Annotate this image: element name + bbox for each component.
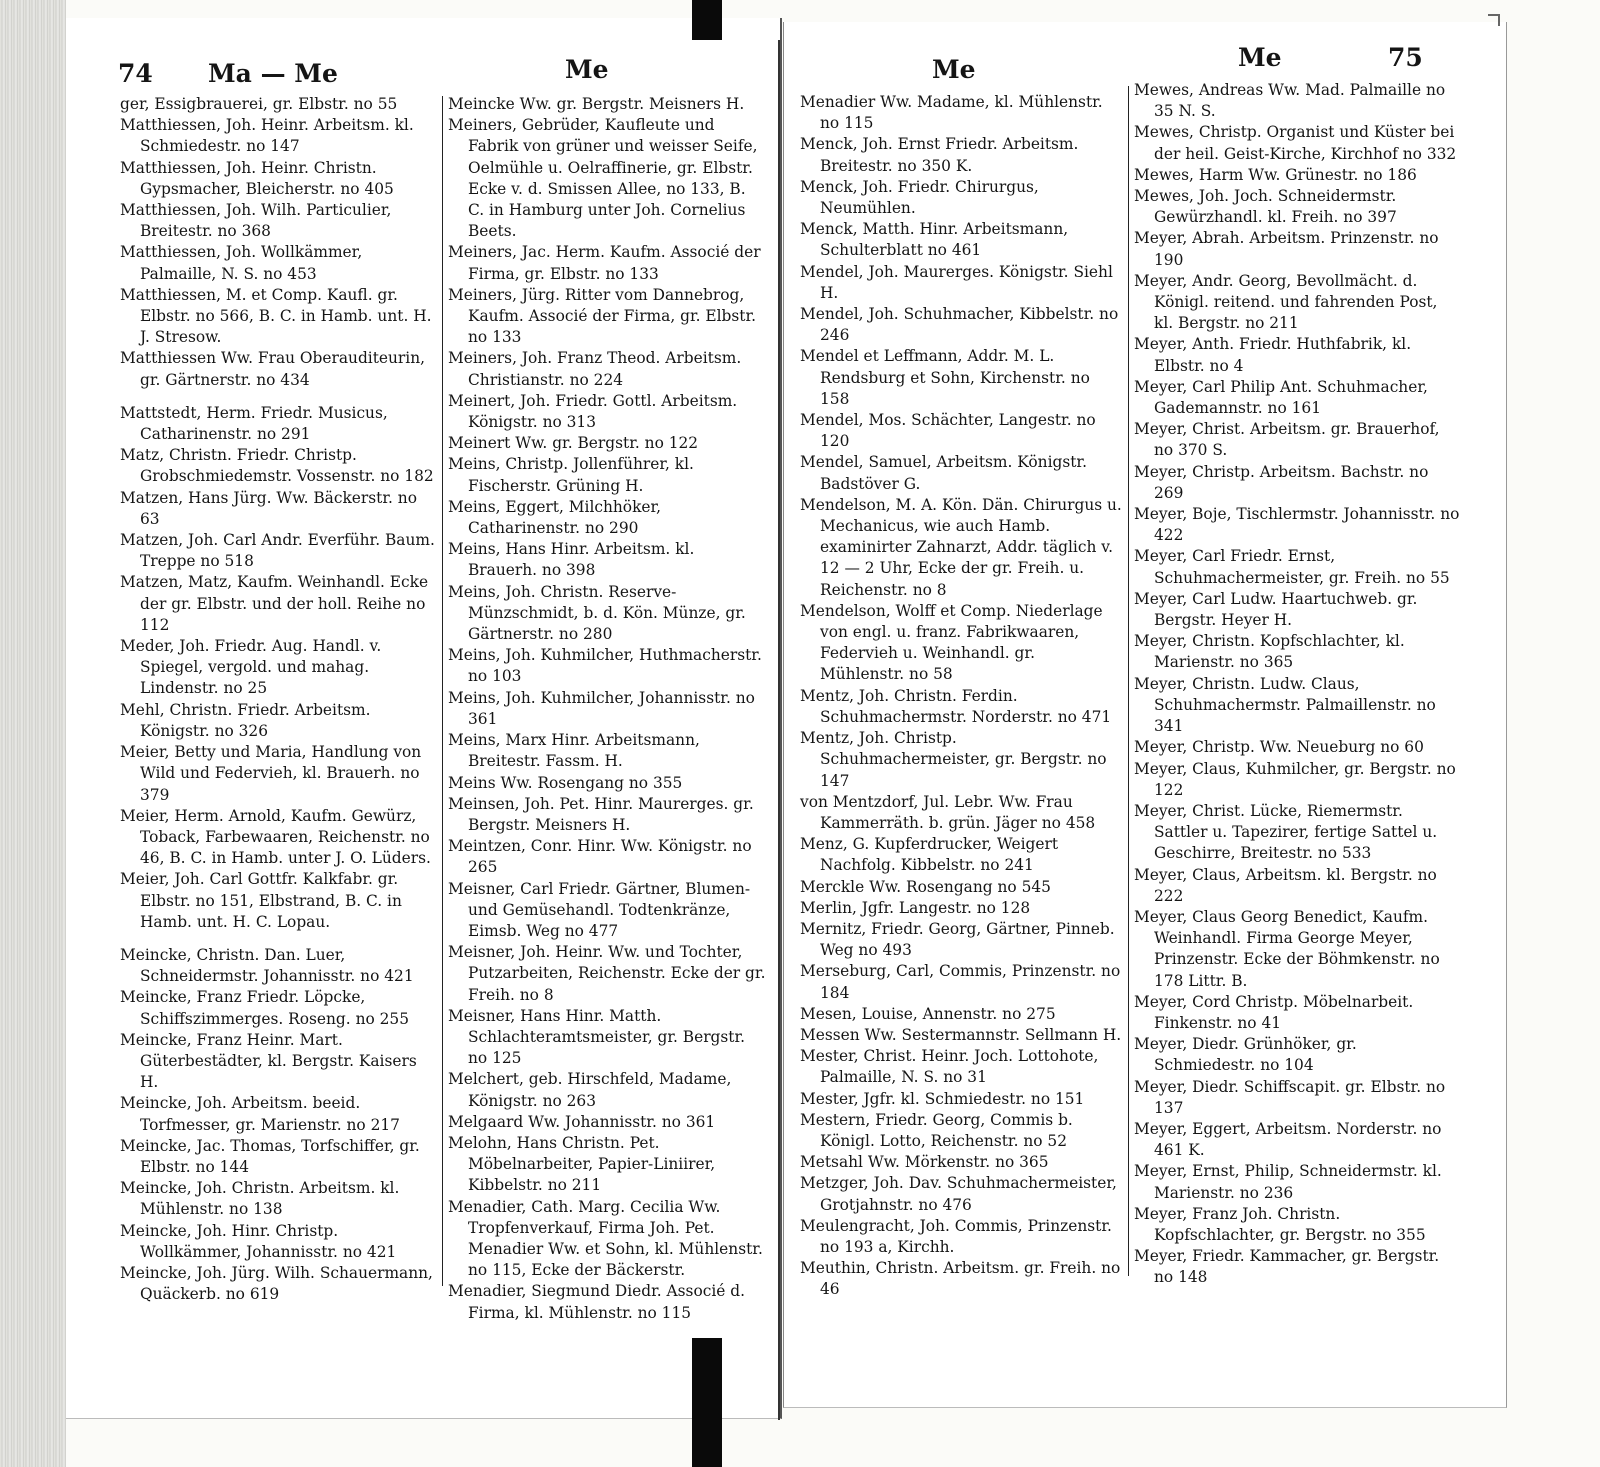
column-rule xyxy=(1128,86,1129,1276)
directory-entry: Meyer, Boje, Tischlermstr. Johannisstr. no 422 xyxy=(1134,505,1460,545)
directory-entry: Meisner, Joh. Heinr. Ww. und Tochter, Putzarbeiten, Reichenstr. Ecke der gr. Freih. no 8 xyxy=(448,943,766,1004)
directory-entry: Merckle Ww. Rosengang no 545 xyxy=(800,877,1051,896)
directory-entry: Meintzen, Conr. Hinr. Ww. Königstr. no 265 xyxy=(448,837,752,877)
directory-entry: Meinert, Joh. Friedr. Gottl. Arbeitsm. Königstr. no 313 xyxy=(448,391,738,432)
directory-entry: Merlin, Jgfr. Langestr. no 128 xyxy=(800,898,1031,917)
directory-entry: Mentz, Joh. Christn. Ferdin. Schuhmachermstr. Norderstr. no 471 xyxy=(800,686,1112,726)
directory-entry: Meuthin, Christn. Arbeitsm. gr. Freih. no 46 xyxy=(800,1259,1121,1299)
directory-entry: Mester, Christ. Heinr. Joch. Lottohote, Palmaille, N. S. no 31 xyxy=(800,1047,1099,1087)
directory-entry: Meyer, Cord Christp. Möbelnarbeit. Finkenstr. no 41 xyxy=(1134,992,1414,1032)
directory-entry: Mendel et Leffmann, Addr. M. L. Rendsburg et Sohn, Kirchenstr. no 158 xyxy=(800,347,1090,408)
directory-entry: Meyer, Christn. Ludw. Claus, Schuhmachermstr. Palmaillenstr. no 341 xyxy=(1134,674,1436,736)
directory-entry: Meiners, Jac. Herm. Kaufm. Associé der Firma, gr. Elbstr. no 133 xyxy=(448,243,761,283)
directory-entry: Meyer, Christp. Arbeitsm. Bachstr. no 269 xyxy=(1134,462,1429,502)
directory-entry: Mendel, Mos. Schächter, Langestr. no 120 xyxy=(800,411,1096,451)
directory-entry: ger, Essigbrauerei, gr. Elbstr. no 55 xyxy=(120,95,398,113)
directory-entry: Meincke, Christn. Dan. Luer, Schneidermstr. Johannisstr. no 421 xyxy=(120,945,414,986)
directory-entry: Matz, Christn. Friedr. Christp. Grobschmiedemstr. Vossenstr. no 182 xyxy=(120,446,434,486)
directory-entry: Mewes, Andreas Ww. Mad. Palmaille no 35 N. S. xyxy=(1134,81,1446,121)
directory-entry: Meyer, Friedr. Kammacher, gr. Bergstr. no 148 xyxy=(1134,1247,1440,1287)
directory-entry: Meyer, Diedr. Schiffscapit. gr. Elbstr. no 137 xyxy=(1134,1077,1446,1117)
directory-entry: Meyer, Christ. Lücke, Riemermstr. Sattler u. Tapezirer, fertige Sattel u. Geschirre, Breitestr. no 533 xyxy=(1134,801,1438,863)
directory-entry: Melgaard Ww. Johannisstr. no 361 xyxy=(448,1112,716,1131)
directory-entry: Meyer, Claus Georg Benedict, Kaufm. Weinhandl. Firma George Meyer, Prinzenstr. Ecke der Böhmkenstr. no 178 Littr. B. xyxy=(1134,907,1440,990)
directory-entry: Mehl, Christn. Friedr. Arbeitsm. Königstr. no 326 xyxy=(120,700,371,740)
directory-entry: Mattstedt, Herm. Friedr. Musicus, Catharinenstr. no 291 xyxy=(120,403,388,444)
directory-entry: Matthiessen, Joh. Wollkämmer, Palmaille, N. S. no 453 xyxy=(120,243,363,283)
spine-fold xyxy=(778,40,780,1420)
directory-entry: Meincke, Franz Friedr. Löpcke, Schiffszimmerges. Roseng. no 255 xyxy=(120,988,410,1028)
page-number-left: 74 xyxy=(118,59,153,88)
running-head-left: Ma — Me xyxy=(208,59,338,88)
directory-entry: Meier, Betty und Maria, Handlung von Wild und Federvieh, kl. Brauerh. no 379 xyxy=(120,743,422,804)
directory-entry: von Mentzdorf, Jul. Lebr. Ww. Frau Kammerräth. b. grün. Jäger no 458 xyxy=(800,792,1096,832)
directory-entry: Meyer, Claus, Kuhmilcher, gr. Bergstr. no 122 xyxy=(1134,759,1456,799)
directory-entry: Melchert, geb. Hirschfeld, Madame, Königstr. no 263 xyxy=(448,1070,732,1110)
directory-entry: Matthiessen, Joh. Wilh. Particulier, Breitestr. no 368 xyxy=(120,201,392,241)
directory-entry: Meulengracht, Joh. Commis, Prinzenstr. no 193 a, Kirchh. xyxy=(800,1216,1112,1256)
directory-entry: Matthiessen, Joh. Heinr. Arbeitsm. kl. Schmiedestr. no 147 xyxy=(120,116,414,156)
directory-entry: Meins, Eggert, Milchhöker, Catharinenstr. no 290 xyxy=(448,497,662,538)
book-binding-edge xyxy=(0,0,66,1467)
directory-entry: Meincke, Joh. Arbeitsm. beeid. Torfmesser, gr. Marienstr. no 217 xyxy=(120,1094,400,1134)
directory-entry: Meincke, Franz Heinr. Mart. Güterbestädter, kl. Bergstr. Kaisers H. xyxy=(120,1030,417,1092)
directory-entry: Menadier, Siegmund Diedr. Associé d. Firma, kl. Mühlenstr. no 115 xyxy=(448,1282,746,1322)
column-rule xyxy=(442,96,443,1286)
right-page-column-1 xyxy=(800,92,1122,1301)
directory-entry: Meder, Joh. Friedr. Aug. Handl. v. Spiegel, vergold. und mahag. Lindenstr. no 25 xyxy=(120,637,382,698)
page-number-right: 75 xyxy=(1388,43,1423,72)
directory-entry: Matthiessen, M. et Comp. Kaufl. gr. Elbstr. no 566, B. C. in Hamb. unt. H. J. Stresow. xyxy=(120,285,432,347)
directory-entry: Meyer, Ernst, Philip, Schneidermstr. kl. Marienstr. no 236 xyxy=(1134,1162,1442,1202)
directory-entry: Mendelson, M. A. Kön. Dän. Chirurgus u. Mechanicus, wie auch Hamb. examinirter Zahnarzt, Addr. täglich v. 12 — 2 Uhr, Ecke der gr. Freih. u. Reichenstr. no 8 xyxy=(800,495,1122,599)
crop-mark-icon xyxy=(1488,14,1500,26)
directory-entry: Meisner, Hans Hinr. Matth. Schlachteramtsmeister, gr. Bergstr. no 125 xyxy=(448,1006,746,1068)
directory-entry: Meincke, Jac. Thomas, Torfschiffer, gr. Elbstr. no 144 xyxy=(120,1136,420,1176)
left-page-column-2 xyxy=(448,94,766,1324)
directory-entry: Metzger, Joh. Dav. Schuhmachermeister, Grotjahnstr. no 476 xyxy=(800,1174,1117,1214)
directory-entry: Meyer, Claus, Arbeitsm. kl. Bergstr. no 222 xyxy=(1134,865,1437,905)
directory-entry: Messen Ww. Sestermannstr. Sellmann H. xyxy=(800,1025,1122,1044)
directory-entry: Menck, Matth. Hinr. Arbeitsmann, Schulterblatt no 461 xyxy=(800,220,1069,260)
spine-band-bottom xyxy=(692,1338,722,1467)
directory-entry: Meyer, Andr. Georg, Bevollmächt. d. Königl. reitend. und fahrenden Post, kl. Bergstr. no 211 xyxy=(1134,271,1438,333)
directory-entry: Meier, Herm. Arnold, Kaufm. Gewürz, Toback, Farbewaaren, Reichenstr. no 46, B. C. in Hamb. unter J. O. Lüders. xyxy=(120,806,431,868)
directory-entry: Meinert Ww. gr. Bergstr. no 122 xyxy=(448,434,699,453)
directory-entry: Matzen, Joh. Carl Andr. Everführ. Baum. Treppe no 518 xyxy=(120,531,435,571)
directory-entry: Mentz, Joh. Christp. Schuhmachermeister, gr. Bergstr. no 147 xyxy=(800,729,1107,790)
directory-entry: Meins, Joh. Kuhmilcher, Johannisstr. no 361 xyxy=(448,688,755,728)
directory-entry: Meyer, Carl Friedr. Ernst, Schuhmachermeister, gr. Freih. no 55 xyxy=(1134,547,1450,587)
directory-entry: Meyer, Franz Joh. Christn. Kopfschlachter, gr. Bergstr. no 355 xyxy=(1134,1204,1426,1244)
left-page-column-1 xyxy=(120,94,438,1305)
directory-entry: Meins, Marx Hinr. Arbeitsmann, Breitestr. Fassm. H. xyxy=(448,731,700,771)
directory-entry: Meyer, Anth. Friedr. Huthfabrik, kl. Elbstr. no 4 xyxy=(1134,335,1412,375)
directory-entry: Meincke, Joh. Jürg. Wilh. Schauermann, Quäckerb. no 619 xyxy=(120,1263,433,1304)
directory-entry: Meincke, Joh. Christn. Arbeitsm. kl. Mühlenstr. no 138 xyxy=(120,1179,400,1219)
directory-entry: Meyer, Christp. Ww. Neueburg no 60 xyxy=(1134,738,1424,757)
directory-entry: Mestern, Friedr. Georg, Commis b. Königl. Lotto, Reichenstr. no 52 xyxy=(800,1110,1073,1150)
directory-entry: Merseburg, Carl, Commis, Prinzenstr. no 184 xyxy=(800,962,1121,1002)
directory-entry: Mewes, Joh. Joch. Schneidermstr. Gewürzhandl. kl. Freih. no 397 xyxy=(1134,187,1397,227)
directory-entry: Menz, G. Kupferdrucker, Weigert Nachfolg. Kibbelstr. no 241 xyxy=(800,835,1059,875)
directory-entry: Mendelson, Wolff et Comp. Niederlage von engl. u. franz. Fabrikwaaren, Federvieh u. Weinhandl. gr. Mühlenstr. no 58 xyxy=(800,601,1103,684)
directory-entry: Meinsen, Joh. Pet. Hinr. Maurerges. gr. Bergstr. Meisners H. xyxy=(448,794,754,834)
directory-entry: Meiners, Joh. Franz Theod. Arbeitsm. Christianstr. no 224 xyxy=(448,349,742,389)
directory-entry: Mendel, Joh. Schuhmacher, Kibbelstr. no 246 xyxy=(800,305,1119,345)
directory-entry: Menck, Joh. Friedr. Chirurgus, Neumühlen. xyxy=(800,177,1039,218)
directory-entry: Meyer, Eggert, Arbeitsm. Norderstr. no 461 K. xyxy=(1134,1119,1442,1160)
directory-entry: Menadier, Cath. Marg. Cecilia Ww. Tropfenverkauf, Firma Joh. Pet. Menadier Ww. et Sohn, kl. Mühlenstr. no 115, Ecke der Bäckerstr. xyxy=(448,1197,763,1280)
directory-entry: Meins, Joh. Christn. Reserve-Münzschmidt, b. d. Kön. Münze, gr. Gärtnerstr. no 280 xyxy=(448,582,746,644)
directory-entry: Meins Ww. Rosengang no 355 xyxy=(448,773,683,792)
directory-entry: Meincke Ww. gr. Bergstr. Meisners H. xyxy=(448,95,745,113)
directory-entry: Mewes, Harm Ww. Grünestr. no 186 xyxy=(1134,165,1417,184)
directory-entry: Meier, Joh. Carl Gottfr. Kalkfabr. gr. Elbstr. no 151, Elbstrand, B. C. in Hamb. unt. H. C. Lopau. xyxy=(120,870,402,931)
directory-entry: Menck, Joh. Ernst Friedr. Arbeitsm. Breitestr. no 350 K. xyxy=(800,135,1079,175)
directory-entry: Meiners, Jürg. Ritter vom Dannebrog, Kaufm. Associé der Firma, gr. Elbstr. no 133 xyxy=(448,285,757,347)
right-page-column-2 xyxy=(1134,80,1460,1289)
directory-entry: Matzen, Matz, Kaufm. Weinhandl. Ecke der gr. Elbstr. und der holl. Reihe no 112 xyxy=(120,573,429,634)
running-head-left-col2: Me xyxy=(565,55,609,84)
directory-entry: Meyer, Christ. Arbeitsm. gr. Brauerhof, no 370 S. xyxy=(1134,420,1440,460)
directory-entry: Mendel, Joh. Maurerges. Königstr. Siehl H. xyxy=(800,262,1113,302)
directory-entry: Meyer, Carl Philip Ant. Schuhmacher, Gademannstr. no 161 xyxy=(1134,377,1428,418)
directory-entry: Meiners, Gebrüder, Kaufleute und Fabrik von grüner und weisser Seife, Oelmühle u. Oelraffinerie, gr. Elbstr. Ecke v. d. Smissen Allee, no 133, B. C. in Hamburg unter Joh. Cornelius Beets. xyxy=(448,116,758,241)
directory-entry: Mester, Jgfr. kl. Schmiedestr. no 151 xyxy=(800,1089,1085,1108)
directory-entry: Meins, Christp. Jollenführer, kl. Fischerstr. Grüning H. xyxy=(448,455,694,495)
directory-entry: Mewes, Christp. Organist und Küster bei der heil. Geist-Kirche, Kirchhof no 332 xyxy=(1134,123,1457,163)
directory-entry: Meyer, Christn. Kopfschlachter, kl. Marienstr. no 365 xyxy=(1134,632,1405,672)
directory-entry: Meyer, Diedr. Grünhöker, gr. Schmiedestr. no 104 xyxy=(1134,1035,1357,1075)
directory-entry: Meins, Hans Hinr. Arbeitsm. kl. Brauerh. no 398 xyxy=(448,540,695,580)
directory-entry: Matthiessen Ww. Frau Oberauditeurin, gr. Gärtnerstr. no 434 xyxy=(120,349,426,389)
directory-entry: Matzen, Hans Jürg. Ww. Bäckerstr. no 63 xyxy=(120,488,417,528)
spine-band-top xyxy=(692,0,722,40)
directory-entry: Matthiessen, Joh. Heinr. Christn. Gypsmacher, Bleicherstr. no 405 xyxy=(120,158,394,198)
directory-entry: Mendel, Samuel, Arbeitsm. Königstr. Badstöver G. xyxy=(800,453,1087,493)
directory-entry: Menadier Ww. Madame, kl. Mühlenstr. no 115 xyxy=(800,93,1103,133)
directory-entry: Meisner, Carl Friedr. Gärtner, Blumen- und Gemüsehandl. Todtenkränze, Eimsb. Weg no 477 xyxy=(448,879,751,940)
directory-entry: Meyer, Carl Ludw. Haartuchweb. gr. Bergstr. Heyer H. xyxy=(1134,589,1418,630)
directory-entry: Mesen, Louise, Annenstr. no 275 xyxy=(800,1004,1056,1023)
directory-entry: Meins, Joh. Kuhmilcher, Huthmacherstr. no 103 xyxy=(448,646,762,686)
directory-entry: Melohn, Hans Christn. Pet. Möbelnarbeiter, Papier-Liniirer, Kibbelstr. no 211 xyxy=(448,1133,716,1195)
running-head-right-col1: Me xyxy=(932,55,976,84)
directory-entry: Meyer, Abrah. Arbeitsm. Prinzenstr. no 190 xyxy=(1134,229,1439,269)
running-head-right: Me xyxy=(1238,43,1282,72)
directory-entry: Meincke, Joh. Hinr. Christp. Wollkämmer, Johannisstr. no 421 xyxy=(120,1221,397,1261)
directory-entry: Metsahl Ww. Mörkenstr. no 365 xyxy=(800,1153,1049,1172)
directory-entry: Mernitz, Friedr. Georg, Gärtner, Pinneb. Weg no 493 xyxy=(800,919,1115,960)
